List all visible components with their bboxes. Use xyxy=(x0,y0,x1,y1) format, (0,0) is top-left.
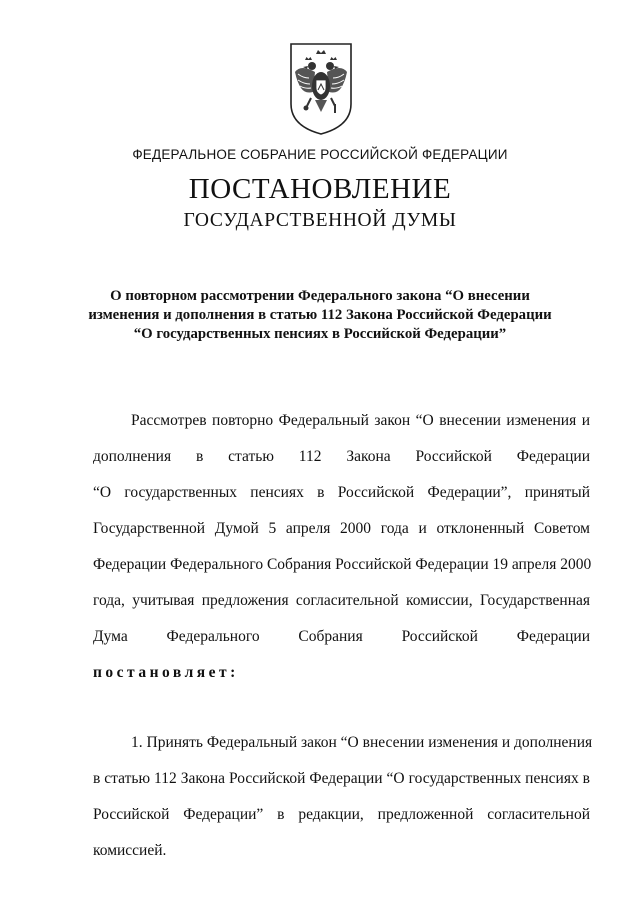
paragraph-line: 1. Принять Федеральный закон “О внесении изменения и дополнения xyxy=(131,734,593,751)
document-subject xyxy=(80,287,560,344)
paragraph-line: в статью 112 Закона Российской Федерации “О государственных пенсиях в xyxy=(93,770,590,787)
subject-line: О повторном рассмотрении Федерального закона “О внесении xyxy=(110,288,530,304)
paragraph-line: года, учитывая предложения согласительной комиссии, Государственная xyxy=(93,592,590,609)
paragraph-line: Российской Федерации” в редакции, предложенной согласительной xyxy=(93,806,590,823)
paragraph-line: Государственной Думой 5 апреля 2000 года и отклоненный Советом xyxy=(93,520,590,537)
subject-line: “О государственных пенсиях в Российской Федерации” xyxy=(133,326,507,342)
preamble-paragraph xyxy=(93,411,590,699)
paragraph-line: Дума Федерального Собрания Российской Федерации xyxy=(93,628,590,645)
item-1-paragraph xyxy=(93,733,593,877)
paragraph-line: “О государственных пенсиях в Российской Федерации”, принятый xyxy=(93,484,590,501)
paragraph-line: комиссией. xyxy=(93,842,167,859)
subject-line: изменения и дополнения в статью 112 Закона Российской Федерации xyxy=(88,307,552,323)
decree-word: постановляет: xyxy=(93,664,239,681)
paragraph-line: Федерации Федерального Собрания Российской Федерации 19 апреля 2000 xyxy=(93,556,592,573)
double-headed-eagle-icon xyxy=(289,42,353,136)
paragraph-line: дополнения в статью 112 Закона Российской Федерации xyxy=(93,448,590,465)
document-type-title: ПОСТАНОВЛЕНИЕ xyxy=(188,173,452,205)
document-subtitle: ГОСУДАРСТВЕННОЙ ДУМЫ xyxy=(183,210,457,231)
coat-of-arms-emblem xyxy=(289,42,353,136)
organization-name: ФЕДЕРАЛЬНОЕ СОБРАНИЕ РОССИЙСКОЙ ФЕДЕРАЦИИ xyxy=(132,147,508,162)
paragraph-line: Рассмотрев повторно Федеральный закон “О внесении изменения и xyxy=(131,412,590,429)
